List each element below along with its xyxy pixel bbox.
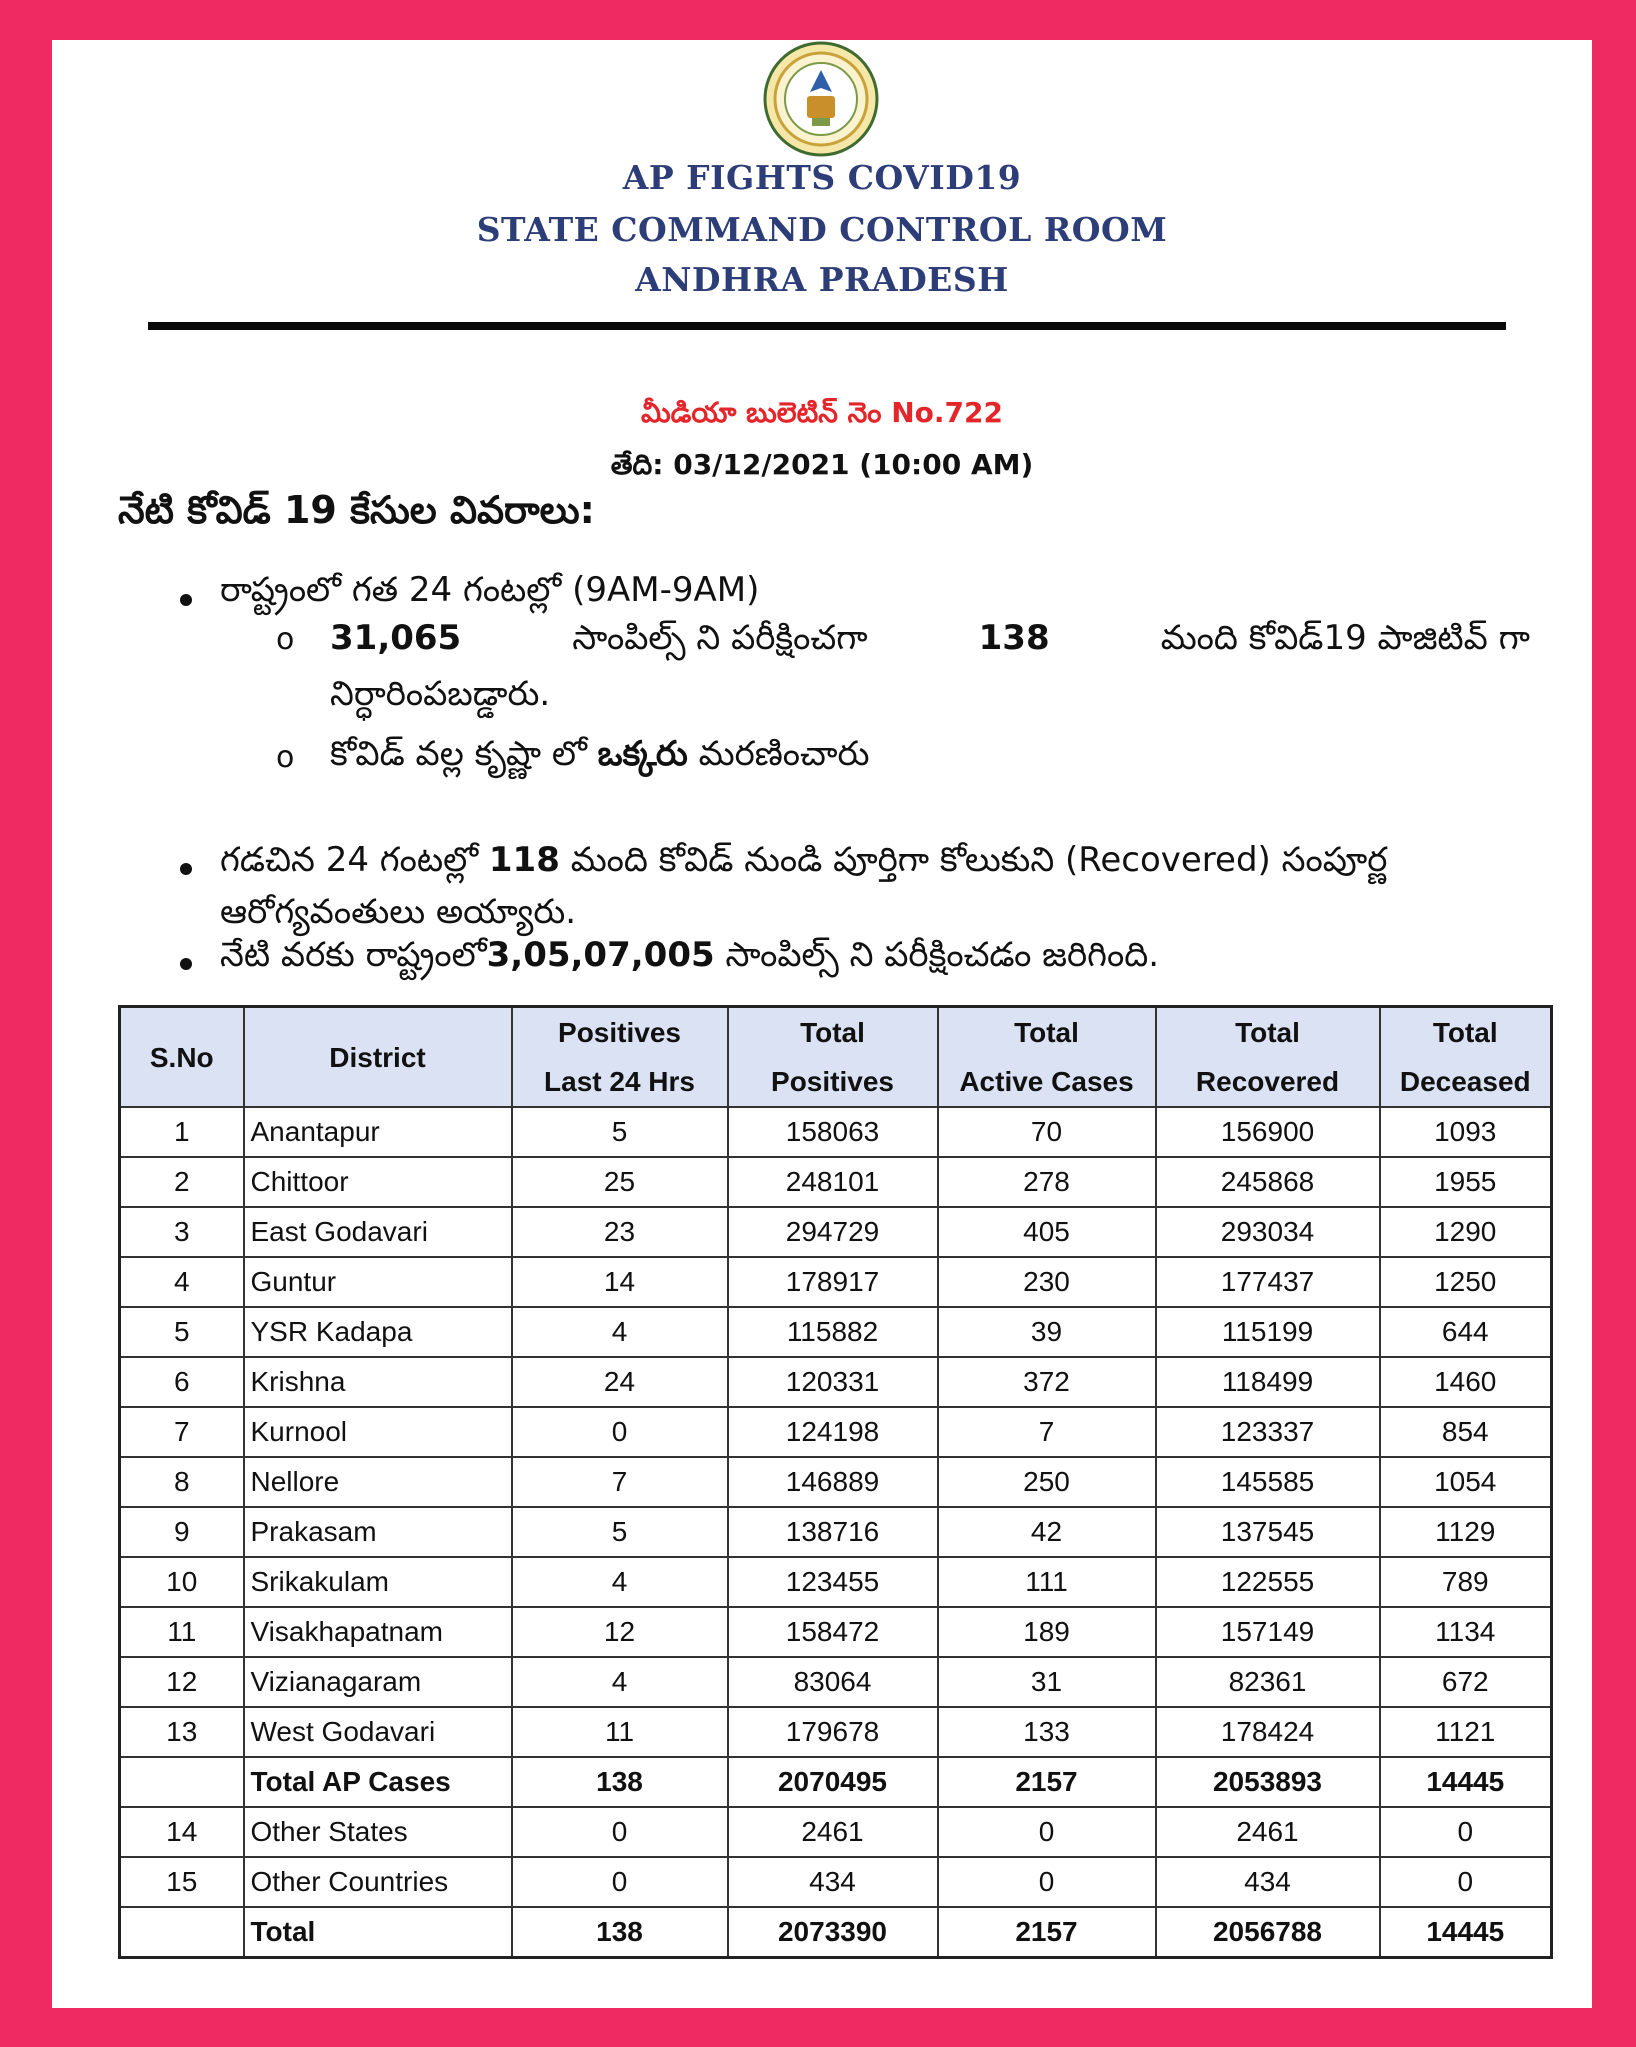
cell-sno: 2 bbox=[120, 1157, 244, 1207]
table-row bbox=[120, 1557, 1552, 1607]
bullet-1-text: రాష్ట్రంలో గత 24 గంటల్లో (9AM-9AM) bbox=[220, 570, 760, 610]
cell-recovered: 82361 bbox=[1156, 1657, 1380, 1707]
cell-district: Total bbox=[244, 1907, 512, 1958]
cell-positives-24h: 0 bbox=[512, 1407, 728, 1457]
cell-recovered: 178424 bbox=[1156, 1707, 1380, 1757]
cell-district: YSR Kadapa bbox=[244, 1307, 512, 1357]
cell-district: Krishna bbox=[244, 1357, 512, 1407]
section-heading: నేటి కోవిడ్ 19 కేసుల వివరాలు: bbox=[118, 488, 595, 532]
cell-recovered: 157149 bbox=[1156, 1607, 1380, 1657]
cell-sno: 14 bbox=[120, 1807, 244, 1857]
col-header-positives-24h: Positives Last 24 Hrs bbox=[512, 1007, 728, 1108]
cell-deceased: 1093 bbox=[1380, 1107, 1552, 1157]
cell-district: Other Countries bbox=[244, 1857, 512, 1907]
table-row bbox=[120, 1207, 1552, 1257]
cell-active-cases: 42 bbox=[938, 1507, 1156, 1557]
cell-deceased: 1054 bbox=[1380, 1457, 1552, 1507]
cell-sno: 13 bbox=[120, 1707, 244, 1757]
cell-active-cases: 250 bbox=[938, 1457, 1156, 1507]
cell-positives-24h: 0 bbox=[512, 1857, 728, 1907]
cell-deceased: 1955 bbox=[1380, 1157, 1552, 1207]
cell-active-cases: 39 bbox=[938, 1307, 1156, 1357]
cell-positives-24h: 5 bbox=[512, 1507, 728, 1557]
cell-active-cases: 7 bbox=[938, 1407, 1156, 1457]
cell-district: West Godavari bbox=[244, 1707, 512, 1757]
cumulative-samples-text-a: నేటి వరకు రాష్ట్రంలో bbox=[220, 935, 487, 975]
cell-recovered: 2053893 bbox=[1156, 1757, 1380, 1807]
cell-total-positives: 158472 bbox=[728, 1607, 938, 1657]
positive-text: మంది కోవిడ్19 పాజిటివ్ గా bbox=[1160, 618, 1530, 658]
table-header-row bbox=[120, 1007, 1552, 1108]
col-header-deceased: Total Deceased bbox=[1380, 1007, 1552, 1108]
bullet-3-text bbox=[220, 935, 1159, 983]
cell-positives-24h: 4 bbox=[512, 1307, 728, 1357]
bulletin-number: మీడియా బులెటిన్ నెం No.722 bbox=[640, 396, 1003, 429]
cell-recovered: 123337 bbox=[1156, 1407, 1380, 1457]
cell-sno: 6 bbox=[120, 1357, 244, 1407]
cell-active-cases: 2157 bbox=[938, 1757, 1156, 1807]
table-row bbox=[120, 1707, 1552, 1757]
samples-tested-count: 31,065 bbox=[330, 618, 462, 658]
cell-positives-24h: 12 bbox=[512, 1607, 728, 1657]
cell-total-positives: 434 bbox=[728, 1857, 938, 1907]
positive-count: 138 bbox=[978, 618, 1050, 658]
cell-positives-24h: 7 bbox=[512, 1457, 728, 1507]
header-divider bbox=[148, 322, 1506, 330]
cell-positives-24h: 138 bbox=[512, 1757, 728, 1807]
cell-positives-24h: 23 bbox=[512, 1207, 728, 1257]
cell-sno: 15 bbox=[120, 1857, 244, 1907]
table-row bbox=[120, 1257, 1552, 1307]
cell-deceased: 854 bbox=[1380, 1407, 1552, 1457]
cell-recovered: 293034 bbox=[1156, 1207, 1380, 1257]
cell-recovered: 2461 bbox=[1156, 1807, 1380, 1857]
recovered-text-a: గడచిన 24 గంటల్లో bbox=[220, 840, 479, 880]
samples-text: సాంపిల్స్ ని పరీక్షించగా bbox=[572, 618, 868, 658]
cell-recovered: 177437 bbox=[1156, 1257, 1380, 1307]
cell-district: Other States bbox=[244, 1807, 512, 1857]
cell-recovered: 145585 bbox=[1156, 1457, 1380, 1507]
sub-bullet-2 bbox=[330, 734, 869, 782]
cell-district: Total AP Cases bbox=[244, 1757, 512, 1807]
cell-sno: 11 bbox=[120, 1607, 244, 1657]
sub-bullet-1 bbox=[330, 618, 1530, 666]
table-row bbox=[120, 1757, 1552, 1807]
cell-deceased: 1121 bbox=[1380, 1707, 1552, 1757]
cell-deceased: 0 bbox=[1380, 1857, 1552, 1907]
col-header-recovered: Total Recovered bbox=[1156, 1007, 1380, 1108]
bulletin-date: తేది: 03/12/2021 (10:00 AM) bbox=[610, 448, 1034, 481]
cell-deceased: 0 bbox=[1380, 1807, 1552, 1857]
cell-active-cases: 0 bbox=[938, 1807, 1156, 1857]
cell-district: Anantapur bbox=[244, 1107, 512, 1157]
table-row bbox=[120, 1857, 1552, 1907]
cell-district: Nellore bbox=[244, 1457, 512, 1507]
cell-deceased: 1129 bbox=[1380, 1507, 1552, 1557]
col-header-sno: S.No bbox=[120, 1007, 244, 1108]
table-row bbox=[120, 1107, 1552, 1157]
cell-positives-24h: 4 bbox=[512, 1557, 728, 1607]
cell-total-positives: 2073390 bbox=[728, 1907, 938, 1958]
cell-active-cases: 31 bbox=[938, 1657, 1156, 1707]
cell-deceased: 1250 bbox=[1380, 1257, 1552, 1307]
cell-district: Srikakulam bbox=[244, 1557, 512, 1607]
death-count: ఒక్కరు bbox=[597, 734, 688, 774]
cell-total-positives: 124198 bbox=[728, 1407, 938, 1457]
cell-district: Visakhapatnam bbox=[244, 1607, 512, 1657]
cell-sno: 3 bbox=[120, 1207, 244, 1257]
cell-deceased: 14445 bbox=[1380, 1757, 1552, 1807]
cell-sno bbox=[120, 1907, 244, 1958]
ap-state-emblem-icon bbox=[762, 40, 880, 158]
table-row bbox=[120, 1507, 1552, 1557]
cell-district: Kurnool bbox=[244, 1407, 512, 1457]
cell-positives-24h: 138 bbox=[512, 1907, 728, 1958]
cell-deceased: 1290 bbox=[1380, 1207, 1552, 1257]
cell-deceased: 1134 bbox=[1380, 1607, 1552, 1657]
sub-bullet-marker: o bbox=[276, 622, 295, 657]
col-header-total-positives: Total Positives bbox=[728, 1007, 938, 1108]
cell-sno: 12 bbox=[120, 1657, 244, 1707]
cell-sno: 8 bbox=[120, 1457, 244, 1507]
cell-active-cases: 405 bbox=[938, 1207, 1156, 1257]
table-row bbox=[120, 1807, 1552, 1857]
cell-active-cases: 70 bbox=[938, 1107, 1156, 1157]
cell-deceased: 789 bbox=[1380, 1557, 1552, 1607]
cell-positives-24h: 4 bbox=[512, 1657, 728, 1707]
bullet-dot bbox=[180, 958, 192, 970]
cell-total-positives: 179678 bbox=[728, 1707, 938, 1757]
cell-total-positives: 2461 bbox=[728, 1807, 938, 1857]
cell-positives-24h: 24 bbox=[512, 1357, 728, 1407]
cell-recovered: 118499 bbox=[1156, 1357, 1380, 1407]
col-header-district: District bbox=[244, 1007, 512, 1108]
cell-total-positives: 123455 bbox=[728, 1557, 938, 1607]
cell-total-positives: 294729 bbox=[728, 1207, 938, 1257]
cell-total-positives: 158063 bbox=[728, 1107, 938, 1157]
cell-total-positives: 248101 bbox=[728, 1157, 938, 1207]
cell-sno bbox=[120, 1757, 244, 1807]
table-row bbox=[120, 1607, 1552, 1657]
cell-district: Vizianagaram bbox=[244, 1657, 512, 1707]
cell-recovered: 156900 bbox=[1156, 1107, 1380, 1157]
recovered-count: 118 bbox=[488, 840, 560, 880]
district-cases-table bbox=[118, 1005, 1553, 1959]
cell-recovered: 115199 bbox=[1156, 1307, 1380, 1357]
cell-active-cases: 278 bbox=[938, 1157, 1156, 1207]
cell-deceased: 1460 bbox=[1380, 1357, 1552, 1407]
table-row bbox=[120, 1307, 1552, 1357]
cell-sno: 1 bbox=[120, 1107, 244, 1157]
death-text-a: కోవిడ్ వల్ల కృష్ణా లో bbox=[330, 734, 587, 774]
cell-deceased: 14445 bbox=[1380, 1907, 1552, 1958]
cell-sno: 4 bbox=[120, 1257, 244, 1307]
cell-deceased: 672 bbox=[1380, 1657, 1552, 1707]
bullet-2-continued: ఆరోగ్యవంతులు అయ్యారు. bbox=[220, 892, 577, 932]
table-row bbox=[120, 1357, 1552, 1407]
header-line-3: ANDHRA PRADESH bbox=[635, 260, 1009, 299]
bullet-dot bbox=[180, 863, 192, 875]
table-row bbox=[120, 1457, 1552, 1507]
cell-total-positives: 83064 bbox=[728, 1657, 938, 1707]
cell-positives-24h: 25 bbox=[512, 1157, 728, 1207]
cell-active-cases: 372 bbox=[938, 1357, 1156, 1407]
cell-positives-24h: 11 bbox=[512, 1707, 728, 1757]
cell-sno: 10 bbox=[120, 1557, 244, 1607]
bullet-2-text bbox=[220, 840, 1387, 888]
cumulative-samples-text-b: సాంపిల్స్ ని పరీక్షించడం జరిగింది. bbox=[725, 935, 1160, 975]
cell-district: Guntur bbox=[244, 1257, 512, 1307]
cell-active-cases: 230 bbox=[938, 1257, 1156, 1307]
death-text-b: మరణించారు bbox=[698, 734, 870, 774]
cell-deceased: 644 bbox=[1380, 1307, 1552, 1357]
cell-district: Prakasam bbox=[244, 1507, 512, 1557]
cell-positives-24h: 14 bbox=[512, 1257, 728, 1307]
col-header-active-cases: Total Active Cases bbox=[938, 1007, 1156, 1108]
cell-total-positives: 2070495 bbox=[728, 1757, 938, 1807]
cell-active-cases: 111 bbox=[938, 1557, 1156, 1607]
cell-total-positives: 115882 bbox=[728, 1307, 938, 1357]
header-line-2: STATE COMMAND CONTROL ROOM bbox=[476, 210, 1168, 249]
cell-sno: 5 bbox=[120, 1307, 244, 1357]
cell-recovered: 434 bbox=[1156, 1857, 1380, 1907]
bulletin-page bbox=[52, 40, 1592, 2008]
cell-total-positives: 120331 bbox=[728, 1357, 938, 1407]
cell-positives-24h: 5 bbox=[512, 1107, 728, 1157]
table-row bbox=[120, 1907, 1552, 1958]
cell-positives-24h: 0 bbox=[512, 1807, 728, 1857]
cumulative-samples-count: 3,05,07,005 bbox=[486, 935, 715, 975]
cell-district: East Godavari bbox=[244, 1207, 512, 1257]
recovered-text-b: మంది కోవిడ్ నుండి పూర్తిగా కోలుకుని (Recovered) సంపూర్ణ bbox=[570, 840, 1388, 880]
cell-district: Chittoor bbox=[244, 1157, 512, 1207]
cell-recovered: 137545 bbox=[1156, 1507, 1380, 1557]
cell-total-positives: 146889 bbox=[728, 1457, 938, 1507]
cell-total-positives: 138716 bbox=[728, 1507, 938, 1557]
cell-total-positives: 178917 bbox=[728, 1257, 938, 1307]
cell-recovered: 245868 bbox=[1156, 1157, 1380, 1207]
cell-sno: 7 bbox=[120, 1407, 244, 1457]
cell-active-cases: 2157 bbox=[938, 1907, 1156, 1958]
header-line-1: AP FIGHTS COVID19 bbox=[622, 158, 1022, 197]
sub-bullet-1-continued: నిర్ధారింపబడ్డారు. bbox=[330, 674, 551, 714]
cell-recovered: 122555 bbox=[1156, 1557, 1380, 1607]
cell-active-cases: 189 bbox=[938, 1607, 1156, 1657]
cell-active-cases: 0 bbox=[938, 1857, 1156, 1907]
table-row bbox=[120, 1657, 1552, 1707]
table-row bbox=[120, 1157, 1552, 1207]
cell-recovered: 2056788 bbox=[1156, 1907, 1380, 1958]
table-row bbox=[120, 1407, 1552, 1457]
cell-sno: 9 bbox=[120, 1507, 244, 1557]
bullet-dot bbox=[180, 594, 192, 606]
cell-active-cases: 133 bbox=[938, 1707, 1156, 1757]
sub-bullet-marker: o bbox=[276, 740, 295, 775]
